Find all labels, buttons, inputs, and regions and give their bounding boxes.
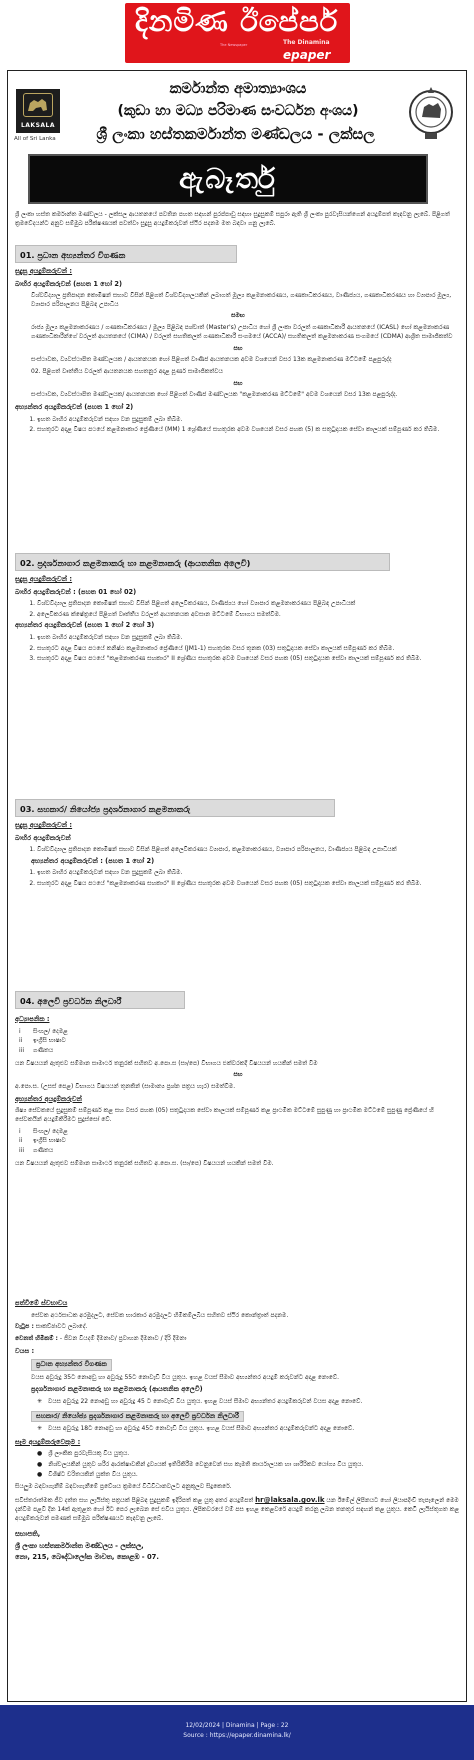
- subject-list: [19, 1028, 461, 1056]
- age-group-1: [15, 1359, 461, 1382]
- list-item: i සිංහල/ දෙමළ: [19, 1127, 68, 1135]
- and-label: සමඟ: [231, 312, 245, 320]
- list-item: 1. ඉහත බාහිර අයදුම්කරුවන් සඳහා වන සුදුසුකම් ලබා තිබීම.: [37, 634, 461, 643]
- qualified-heading: සුදුසු අයදුම්කරුවන් :: [15, 575, 73, 583]
- external-qualification: විශ්වවිද්‍යාල ප්‍රතිපාදන කොමිෂන් සභාව විසින් පිළිගත් විශ්වවිද්‍යාලයකින් ලබාගත් මූල්‍ය කළමනාකරණය, ගණකාධිකරණය, වාණිජ්‍යය, ගණකාධිකරණය හා ව්‍යාපාර මූල්‍ය, ව්‍යාපාර පරිපාලනය පිළිබඳ උපාධිය: [31, 292, 452, 308]
- common-requirements-list: [21, 1450, 461, 1479]
- list-item: 1. විශ්වවිද්‍යාල ප්‍රතිපාදන කොමිෂන් සභාව විසින් පිළිගත් අලෙවිකරණය ව්‍යාපාර, කළමනාකරණය, ව්‍යාපාර පරිපාලනය, වාණිජ්‍යය පිළිබඳ උපාධියක්: [37, 846, 461, 855]
- age-group-list: [37, 1425, 461, 1434]
- vacancy-advertisement: [7, 70, 467, 1702]
- signature-title: සභාපති,: [15, 1530, 41, 1539]
- vacancies-banner: [28, 154, 428, 204]
- age-heading: වයස :: [15, 1346, 35, 1355]
- logo-title: දිනමිණ ඊපේපර්: [135, 4, 339, 38]
- dinamina-logo[interactable]: [125, 3, 350, 63]
- qualified-heading: සුදුසු අයදුම්කරුවන් :: [15, 267, 73, 275]
- list-item: 2. අලෙවිකරණ ක්ෂේත්‍රයේ පිළිගත් වෘත්තීය වරලත් ආයතනයක අවසාන මට්ටමේ විභාගය සමත්වීම.: [37, 611, 461, 620]
- heading-board: ශ්‍රී ලංකා හස්තකර්මාන්ත මණ්ඩලය - ලක්සල: [96, 125, 375, 143]
- experience-requirement-2: සංස්ථාවක, ව්‍යවස්ථාපිත මණ්ඩලයක/ ආයතනයක හෝ පිළිගත් වාණිජ මණ්ඩලයක "කළමනාකරණ මට්ටමේ" අවම වශයෙන් වසර 13ක පළපුරුද්ද.: [31, 391, 398, 399]
- masthead: [0, 0, 474, 66]
- list-item: ● විශිෂ්ට චරිතයකින් යුක්ත විය යුතුය.: [37, 1471, 461, 1480]
- external-heading: බාහිර අයදුම්කරුවන්: [15, 833, 71, 842]
- external-list: [15, 846, 461, 855]
- closing-note: සියලුම බඳවාගැනීම් බඳවාගැනීමේ ප්‍රවේශය ක්‍රමයේ විධිවිධානවලට අනුකූලව සිදුකෙරේ.: [15, 1483, 232, 1491]
- benefits-line: වෙනත් හිමිකම් : - ජීවන වියදම් දීමනාව/ ප්‍රවාහන දීමනාව / දිරි දීමනා: [15, 1334, 187, 1342]
- benefits-label: වෙනත් හිමිකම් :: [15, 1334, 58, 1342]
- list-item: 1. විශ්වවිද්‍යාල ප්‍රතිපාදන කොමිෂන් සභාව විසින් පිළිගත් අලෙවිකරණය, වාණිජ්‍යය හෝ ව්‍යාපාර කළමනාකරණය පිළිබඳ උපාධියක්: [37, 600, 461, 609]
- salary-value: සාකච්ඡාවට ලබාදේ.: [35, 1323, 88, 1331]
- section-4-body: [15, 1015, 461, 1171]
- salary-line: [15, 1323, 461, 1332]
- signature-org: ශ්‍රී ලංකා හස්තකර්මාන්ත මණ්ඩලය - ලක්සල,: [15, 1541, 144, 1550]
- ol-requirement: යන විෂයයන් ඇතුළුව සම්මාන සාමාර්ථ තනුරක් සහිතව අ.පො.ස (සා/පෙ) විභාගය එක්වරකදී විෂයයන් හයකින් සමත් වීම: [15, 1059, 318, 1067]
- al-requirement: අ.පො.ස. (උසස් පෙළ) විභාගය විෂයයන් තුනකින් (සාමාන්‍ය ප්‍රශ්න පත්‍රය හැර) සමත්වීම.: [15, 1082, 236, 1090]
- lion-shape-icon: [24, 94, 51, 115]
- list-item: iii ගණිතය: [19, 1046, 54, 1054]
- section-3-body: [15, 821, 461, 891]
- sri-lanka-emblem-icon: [406, 85, 456, 143]
- heading-division: (කුඩා හා මධ්‍ය පරිමාණ සංවර්ධන අංශය): [117, 103, 359, 119]
- section-1-title: 01. ප්‍රධාන අභ්‍යන්තර විගණක: [15, 245, 237, 263]
- internal-list: [15, 634, 461, 664]
- intro-paragraph: ශ්‍රී ලංකා හස්ත කර්මාන්ත මණ්ඩලය - ලක්සල ආයතනයේ පවතින පහත සඳහන් පුරප්පාඩු සඳහා සුදුසුකම් සපුරා ඇති ශ්‍රී ලංකා පුරවැසියන්ගෙන් අයදුම්පත් කැඳවනු ලැබේ. පිළිගත් ක්‍රමවේදයන්ට අනුව සම්මුඛ පරීක්ෂණයක් පවත්වා සුදුසු අයදුම්කරුවන් ස්ථිර පදනම මත බඳවා ගනු ලැබේ.: [15, 211, 450, 227]
- qualified-heading: සුදුසු අයදුම්කරුවන් :: [15, 821, 73, 829]
- page-footer: [0, 1705, 474, 1760]
- and-label: සහ: [233, 344, 243, 352]
- list-item: ● නිශ්චලයකින් යුතුව ශරීර ආරක්ෂාවකින් ද්‍රව්‍යයක් ඉතිරිකිරීම වෙනුවෙන් සහ කැමති කාර්යාලයක හා ශාරීරිකව යෝග්‍ය විය යුතුය.: [37, 1461, 461, 1470]
- list-item: ● ශ්‍රී ලාංකික පුරවැසියකු විය යුතුය.: [37, 1450, 461, 1459]
- footer-source-link[interactable]: Source : https://epaper.dinamina.lk/: [183, 1732, 291, 1739]
- application-instructions: [15, 1495, 461, 1523]
- list-item: i සිංහල/ දෙමළ: [19, 1027, 68, 1035]
- age-group-label: සහකාර/ නියෝජ්‍ය ප්‍රදර්ශනාගාර කළමනාකරු හා අලෙවි ප්‍රවර්ධන නිලධාරී: [31, 1411, 244, 1423]
- list-item: ✳ වයස අවුරුදු 22 නොඅඩු හා අවුරුදු 45 ට නොවැඩි විය යුතුය. ඉහළ වයස් සීමාව අභ්‍යන්තර අයදුම්කරුවන් වයස අදාළ නොවේ.: [37, 1398, 461, 1407]
- internal-requirement: ශිෂ්‍ය සේවකයේ සුදුසුකම් සම්පූර්ණ කළ සහ වසර පහක (05) සතුටුදායක සේවා කාලයක් සම්පූර්ණ කළ ප්‍රාථමික මට්ටමේ සුපුණු හා ප්‍රාථමික මට්ටමේ සුපුණු ප්‍රේණියේ හි සේවකයින් අයදුම්කිරීමට සුදුස්සෝ වේ.: [15, 1107, 434, 1123]
- footer-date-line: 12/02/2024 | Dinamina | Page : 22: [185, 1722, 289, 1729]
- external-list: [15, 600, 461, 619]
- laksala-name: LAKSALA: [20, 122, 56, 129]
- and-label: සහ: [233, 379, 243, 387]
- membership-requirement: 02. පිළිගත් වෘත්තීය වරලත් ආයතනයක සහතනුර අදාළ පූර්ණ සාමාජිකත්වය: [31, 367, 223, 375]
- list-item: ✳ වයස අවුරුදු 18ට නොඅඩු හා අවුරුදු 45ට නොවැඩි විය යුතුය. ඉහළ වයස් සීමාව අභ්‍යන්තර අයදුම්කරුවන්ට අදාළ නොවේ.: [37, 1425, 461, 1434]
- internal-heading: අභ්‍යන්තර අයදුම්කරුවන් : (පහත 1 හෝ 2): [31, 856, 155, 865]
- and-label: සහ: [233, 1071, 243, 1079]
- section-2-title: 02. ප්‍රදර්ශනාගාර කළමනාකරු හා කළමනාකරු (ආයතනික අලෙවි): [15, 553, 390, 571]
- list-item: 1. ඉහත බාහිර අයදුම්කරුවන් සඳහා වන සුදුසුකම් ලබා තිබීම.: [37, 869, 461, 878]
- internal-list: [15, 869, 461, 888]
- age-group-list: [37, 1398, 461, 1407]
- section-2-body: [15, 575, 461, 666]
- section-4-title: 04. අලෙවි ප්‍රවර්ධන නිලධාරී: [15, 991, 185, 1009]
- logo-tiny-text: The Newspaper: [220, 43, 248, 47]
- external-heading: බාහිර අයදුම්කරුවන් : (පහත 01 හෝ 02): [15, 587, 137, 596]
- signature-block: [15, 1529, 461, 1564]
- logo-epaper: epaper: [283, 48, 331, 62]
- age-group-label: ප්‍රධාන අභ්‍යන්තර විගණක: [31, 1359, 112, 1371]
- age-group-2: [15, 1385, 461, 1406]
- vacancies-title: ඇබෑර්තු: [179, 162, 277, 195]
- section-3-title: 03. සහකාර/ නියෝජ්‍ය ප්‍රදර්ශනාගාර කළමනාකරු: [15, 799, 335, 817]
- nature-heading: පත්වීමේ ස්වභාවය: [15, 1299, 68, 1307]
- professional-qualification: රාජ්‍ය මූල්‍ය කළමනාකරණය / ගණකාධිකරණය / මූල්‍ය පිළිබඳ පශ්චාත් (Master's) උපාධිය හෝ ශ්‍රී ලංකා වරලත් ගණකාධිකාරී ආයතනයේ (ICASL) හෝ කළමනාකරණ ගණකාධිකාරීන්ගේ වරලත් ආයතනයේ (CIMA) / වරලත් සහතිකලත් ගණකාධිකාරී සංගමයේ (ACCA)/ සහතිකලත් කළමනාකරණ සංගමයේ (CDMA) ආශ්‍රිත සාමාජිකත්ව: [31, 324, 453, 340]
- internal-heading: අභ්‍යන්තර අයදුම්කරුවන් (පහත 1 හෝ 2): [15, 402, 134, 411]
- list-item: 1. ඉහත බාහිර අයදුම්කරුවන් සඳහා වන සුදුසුකම් ලබා තිබීම.: [37, 416, 461, 425]
- experience-requirement: සංස්ථාවක, ව්‍යවස්ථාපිත මණ්ඩලයක / ආයතනයක හෝ පිළිගත් වාණිජ ආයතනයක අවම වශයෙන් වසර 13ක කළමනාකරණ මට්ටමේ පළපුරුද්ද: [31, 356, 392, 364]
- signature-address: නො, 215, බෞද්ධාලෝක මාවත, කොළඹ - 07.: [15, 1553, 159, 1562]
- list-item: 2. සහතුරට අදාළ විෂය පථයේ කනිෂ්ඨ කළමනාකාර ප්‍රේණියේ (JM1-1) සහතුරක වසර තුනක (03) සතුටුදායක සේවා කාලයක් සම්පූර්ණ කර තිබීම.: [37, 645, 461, 654]
- external-heading: බාහිර අයදුම්කරුවන් (පහත 1 හෝ 2): [15, 279, 123, 288]
- email-link[interactable]: hr@laksala.gov.lk: [255, 1496, 325, 1505]
- age-group-text: වයස අවුරුදු 35ට නොඅඩු හා අවුරුදු 55ට නොවැඩි විය යුතුය. ඉහළ වයස් සීමාව අභ්‍යන්තර අයදුම් කරුවන්ට අදාළ නොවේ.: [31, 1373, 340, 1381]
- lion-emblem-icon: [23, 93, 53, 117]
- internal-ol-requirement: යන විෂයයන් ඇතුළුව සම්මාන සාමාර්ථ තනුරක් සහිතව අ.පො.ස. (සා/පෙ) විෂයයන් හයකින් සමත් වීම.: [15, 1159, 274, 1167]
- application-text-2: යන ඊමේල් ලිපිනයට හෝ ලියාපදිංචි තැපෑලෙන් මෙම දැන්වීම පළවී දින 14ක් ඇතුළත හෝ ඊට පෙර ලැබෙන සේ එවිය යුතුය. ලිපිකවරයේ වම් පස ඉහළ කෙළවරේ අයදුම් කරනු ලබන තනතුර සඳහන් කළ යුතුය. කෙටි ලැයිස්තුගත කළ අයදුම්කරුවන් පමණක් සම්මුඛ පරීක්ෂණයට කැඳවනු ලැබේ.: [15, 1497, 460, 1522]
- list-item: 2. සහතුරට අදාළ විෂය පථයේ කළමනාකාර ප්‍රේණියේ (MM) 1 ශ්‍රේණියේ සහතුරක අවම වශයෙන් වසර පහක (5) ක සතුටුදායක සේවා කාලයක් සම්පූර්ණ කර තිබීම.: [37, 426, 461, 435]
- internal-list: [15, 416, 461, 435]
- terms-block: [15, 1299, 461, 1564]
- age-group-3: [15, 1411, 461, 1434]
- heading-ministry: කර්මාන්ත අමාත්‍යාංශය: [169, 81, 307, 97]
- list-item: 2. සහතුරට අදාළ විෂය පථයේ "කළමනාකරණ සහකාර" II ශ්‍රේණිය සහතුරක අවම වශයෙන් වසර පහක (05) සතුටුදායක සේවා කාලයක් සම්පූර්ණ කර තිබීම.: [37, 880, 461, 889]
- laksala-tagline: All of Sri Lanka: [14, 136, 56, 142]
- section-1-body: [15, 267, 461, 437]
- age-group-label: ප්‍රදර්ශනාගාර කළමනාකරු හා කළමනාකරු (ආයතනික අලෙවි): [31, 1385, 203, 1394]
- common-heading: සෑම අයදුම්කරුවෙකුම :: [15, 1437, 81, 1446]
- application-text: සවිස්තරාත්මක ජීව දත්ත සහ ලැයිස්තු පත්‍රයක් පිළිබඳ සුදුසුකම් ඉදිරිපත් කළ යුතු අතර අයදුම්පත්: [15, 1497, 254, 1505]
- internal-heading: අභ්‍යන්තර අයදුම්කරුවන් (පහත 1 හෝ 2 හෝ 3): [15, 621, 155, 630]
- benefits-value: ජීවන වියදම් දීමනාව/ ප්‍රවාහන දීමනාව / දිරි දීමනා: [63, 1334, 187, 1342]
- laksala-logo: [16, 89, 60, 147]
- list-item: ii ඉංග්‍රීසි භාෂාව: [19, 1137, 66, 1145]
- list-item: 3. සහතුරට අදාළ විෂය පථයේ "කළමනාකරණ සහකාර" II ශ්‍රේණිය සහතුරක අවම වශයෙන් වසර පහක (05) සතුටුදායක සේවා කාලයක් සම්පූර්ණ කර තිබීම.: [37, 655, 461, 664]
- salary-label: වැටුප :: [15, 1323, 34, 1331]
- list-item: ii ඉංග්‍රීසි භාෂාව: [19, 1037, 66, 1045]
- list-item: iii ගණිතය: [19, 1146, 54, 1154]
- laksala-logo-box: [16, 89, 60, 133]
- nature-text: සේවක අර්ථසාධක අරමුදලට, සේවක භාරකාර අරමුදලට හිමිකම්ලබිය සහිතව ස්ථිර කොන්ත්‍රාත් පදනම.: [31, 1311, 289, 1319]
- logo-subtitle: The Dinamina: [283, 39, 330, 46]
- education-heading: අධ්‍යාපනික :: [15, 1015, 50, 1023]
- subject-list: [19, 1128, 461, 1156]
- internal-heading: අභ්‍යන්තර අයදුම්කරුවන්: [15, 1094, 82, 1103]
